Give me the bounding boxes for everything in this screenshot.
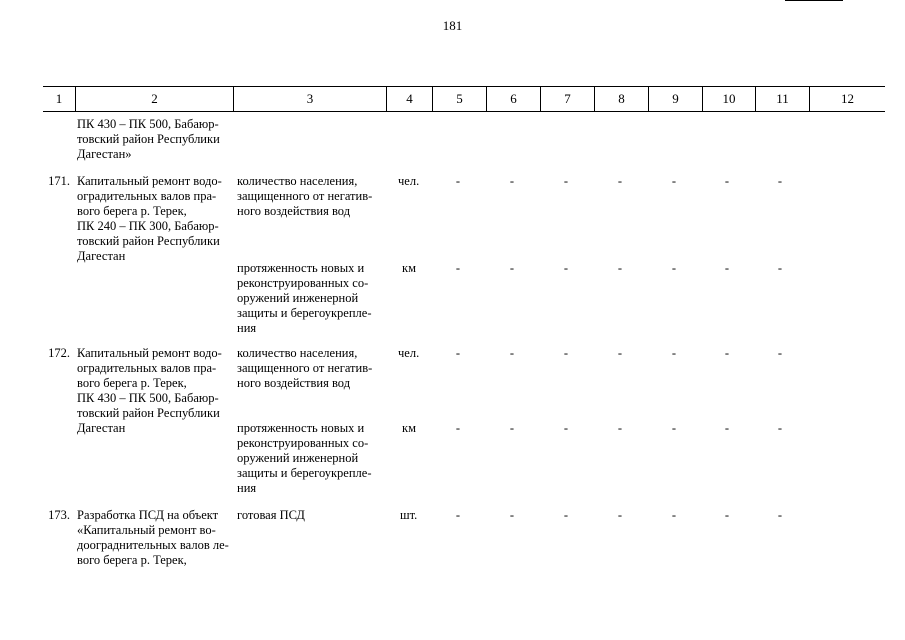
value: - [563,346,569,360]
value: - [617,421,623,435]
indicator-text [237,261,383,336]
text-line: оружений инженерной [237,451,359,465]
value: - [777,346,783,360]
row-name [77,174,232,264]
header-col-12: 12 [809,87,885,111]
text-line: защищенного от негатив- [237,361,373,375]
continuation-text [77,117,232,162]
header-col-8: 8 [594,87,648,111]
value: - [777,421,783,435]
text-line: количество населения, [237,346,358,360]
text-line: реконструированных со- [237,436,369,450]
indicator-text [237,174,383,219]
value: - [509,174,515,188]
row-name [77,508,232,568]
value: - [724,174,730,188]
value: - [724,346,730,360]
text-line: ПК 240 – ПК 300, Бабаюр- [77,219,219,233]
header-col-1: 1 [55,91,63,106]
text-line: ного воздействия вод [237,204,351,218]
text-line: Капитальный ремонт водо- [77,174,222,188]
value: - [617,174,623,188]
indicator-text [237,346,383,391]
value: - [777,261,783,275]
text-line: ного воздействия вод [237,376,351,390]
value: - [671,261,677,275]
header-col-3: 3 [233,87,386,111]
value: - [724,261,730,275]
value: - [563,508,569,522]
value: - [509,508,515,522]
row-number: 172. [48,346,70,360]
value: - [671,346,677,360]
row-number: 173. [48,508,70,522]
text-line: защищенного от негатив- [237,189,373,203]
value: - [509,421,515,435]
text-line: товский район Республики [77,406,220,420]
unit: чел. [398,174,420,188]
text-line: защиты и берегоукрепле- [237,466,372,480]
header-col-2: 2 [75,87,233,111]
text-line: оградительных валов пра- [77,361,217,375]
text-line: ния [237,321,257,335]
text-line: вого берега р. Терек, [77,376,187,390]
value: - [671,508,677,522]
value: - [509,346,515,360]
unit: шт. [400,508,418,522]
text-line: вого берега р. Терек, [77,553,187,567]
text-line: защиты и берегоукрепле- [237,306,372,320]
row-name [77,346,232,436]
unit: км [402,261,416,275]
header-col-4: 4 [386,87,432,111]
text-line: ПК 430 – ПК 500, Бабаюр- [77,391,219,405]
header-col-10: 10 [702,87,755,111]
text-line: протяженность новых и [237,421,365,435]
value: - [617,261,623,275]
value: - [563,421,569,435]
row-number: 171. [48,174,70,188]
value: - [563,261,569,275]
value: - [455,174,461,188]
text-line: ПК 430 – ПК 500, Бабаюр- [77,117,219,131]
text-line: Дагестан [77,249,126,263]
value: - [455,261,461,275]
text-line: доограднительных валов ле- [77,538,229,552]
text-line: Дагестан [77,421,126,435]
text-line: «Капитальный ремонт во- [77,523,216,537]
value: - [777,508,783,522]
unit: км [402,421,416,435]
text-line: оградительных валов пра- [77,189,217,203]
header-col-5: 5 [432,87,486,111]
value: - [777,174,783,188]
table-header [43,86,885,112]
header-col-11: 11 [755,87,809,111]
header-col-6: 6 [486,87,540,111]
text-line: Разработка ПСД на объект [77,508,219,522]
indicator-text [237,508,383,523]
value: - [671,174,677,188]
text-line: товский район Республики [77,234,220,248]
header-col-7: 7 [540,87,594,111]
text-line: протяженность новых и [237,261,365,275]
text-line: Дагестан» [77,147,132,161]
text-line: готовая ПСД [237,508,305,522]
text-line: реконструированных со- [237,276,369,290]
value: - [617,508,623,522]
text-line: вого берега р. Терек, [77,204,187,218]
page-number: 181 [442,18,463,33]
value: - [509,261,515,275]
value: - [455,346,461,360]
top-edge-line [785,0,843,1]
text-line: товский район Республики [77,132,220,146]
text-line: ния [237,481,257,495]
value: - [455,508,461,522]
unit: чел. [398,346,420,360]
value: - [724,508,730,522]
text-line: количество населения, [237,174,358,188]
text-line: оружений инженерной [237,291,359,305]
value: - [671,421,677,435]
text-line: Капитальный ремонт водо- [77,346,222,360]
value: - [455,421,461,435]
value: - [617,346,623,360]
value: - [563,174,569,188]
indicator-text [237,421,383,496]
header-col-9: 9 [648,87,702,111]
value: - [724,421,730,435]
